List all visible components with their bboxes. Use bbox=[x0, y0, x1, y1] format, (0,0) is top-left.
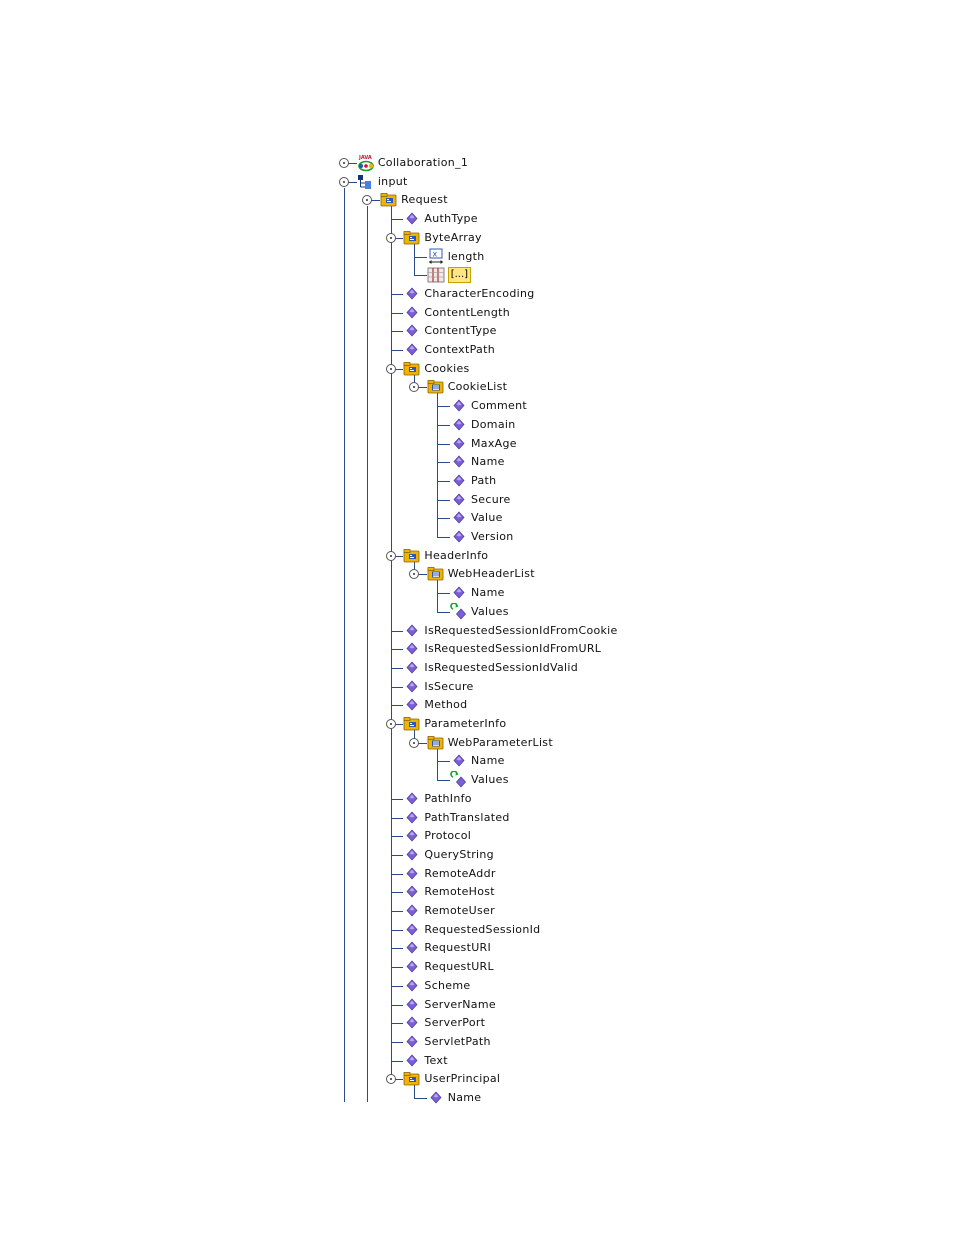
diamond-field-icon bbox=[450, 528, 468, 546]
tree-node-remoteaddr[interactable] bbox=[403, 865, 495, 883]
diamond-field-icon bbox=[403, 809, 421, 827]
tree-node-label: WebParameterList bbox=[447, 735, 553, 749]
array-icon bbox=[427, 266, 445, 284]
tree-connector-horizontal bbox=[391, 930, 404, 931]
tree-node-label: ServerPort bbox=[424, 1016, 486, 1030]
tree-node-characterencoding[interactable] bbox=[403, 285, 534, 303]
diamond-repeat-icon bbox=[450, 771, 468, 789]
tree-connector-horizontal bbox=[414, 275, 427, 276]
diamond-field-icon bbox=[403, 921, 421, 939]
tree-node-bytearray-length[interactable] bbox=[427, 248, 485, 266]
diamond-field-icon bbox=[403, 622, 421, 640]
tree-node-label: ContentType bbox=[424, 324, 497, 338]
expand-toggle-icon[interactable] bbox=[386, 233, 396, 243]
tree-node-label: Collaboration_1 bbox=[377, 156, 469, 169]
tree-connector-horizontal bbox=[391, 967, 404, 968]
tree-node-requesturl[interactable] bbox=[403, 958, 494, 976]
diamond-field-icon bbox=[403, 659, 421, 677]
expand-toggle-icon[interactable] bbox=[362, 195, 372, 205]
diamond-field-icon bbox=[403, 958, 421, 976]
tree-connector-horizontal bbox=[437, 780, 450, 781]
diamond-field-icon bbox=[403, 696, 421, 714]
diamond-field-icon bbox=[403, 640, 421, 658]
tree-node-requestedsessionid[interactable] bbox=[403, 921, 540, 939]
diamond-field-icon bbox=[450, 472, 468, 490]
expand-toggle-icon[interactable] bbox=[409, 382, 419, 392]
tree-connector-horizontal bbox=[391, 855, 404, 856]
tree-node-label: UserPrincipal bbox=[424, 1072, 501, 1086]
tree-connector-horizontal bbox=[391, 1005, 404, 1006]
diamond-field-icon bbox=[403, 285, 421, 303]
tree-node-label: Name bbox=[471, 754, 505, 768]
tree-node-servletpath[interactable] bbox=[403, 1033, 490, 1051]
tree-node-bytearray-array[interactable] bbox=[427, 266, 471, 284]
diamond-field-icon bbox=[403, 846, 421, 864]
tree-node-serverport[interactable] bbox=[403, 1014, 485, 1032]
tree-node-label: MaxAge bbox=[471, 436, 517, 450]
diamond-field-icon bbox=[403, 827, 421, 845]
diamond-field-icon bbox=[450, 435, 468, 453]
tree-connector-horizontal bbox=[391, 874, 404, 875]
tree-node-label: IsRequestedSessionIdFromURL bbox=[424, 642, 602, 656]
tree-node-label: ParameterInfo bbox=[424, 717, 507, 730]
diamond-field-icon bbox=[450, 752, 468, 770]
java-collaboration-icon bbox=[357, 154, 375, 172]
tree-connector-horizontal bbox=[391, 948, 404, 949]
diamond-field-icon bbox=[450, 453, 468, 471]
folder-node-icon bbox=[403, 547, 421, 565]
tree-node-label: Value bbox=[471, 511, 503, 525]
tree-node-isrequestedsessionidvalid[interactable] bbox=[403, 659, 578, 677]
tree-node-label: RequestURL bbox=[424, 960, 494, 974]
tree-node-remotehost[interactable] bbox=[403, 883, 495, 901]
folder-list-icon bbox=[427, 378, 445, 396]
expand-toggle-icon[interactable] bbox=[386, 551, 396, 561]
tree-node-label: PathTranslated bbox=[424, 810, 510, 824]
tree-node-label: Version bbox=[471, 530, 514, 543]
tree-node-label: QueryString bbox=[424, 847, 494, 861]
diamond-field-icon bbox=[450, 509, 468, 527]
tree-connector-horizontal bbox=[391, 331, 404, 332]
folder-node-icon bbox=[403, 715, 421, 733]
tree-node-requesturi[interactable] bbox=[403, 939, 491, 957]
tree-node-label: IsRequestedSessionIdValid bbox=[424, 660, 579, 674]
tree-connector-horizontal bbox=[391, 649, 404, 650]
tree-connector-vertical bbox=[437, 749, 438, 780]
tree-node-bytearray[interactable] bbox=[403, 229, 481, 247]
tree-node-userprincipal[interactable] bbox=[403, 1070, 500, 1088]
tree-node-contextpath[interactable] bbox=[403, 341, 495, 359]
tree-connector-vertical bbox=[367, 206, 368, 1102]
tree-node-scheme[interactable] bbox=[403, 977, 470, 995]
tree-node-label: Path bbox=[471, 473, 497, 487]
tree-node-cookie-secure[interactable] bbox=[450, 491, 511, 509]
folder-node-icon bbox=[403, 1070, 421, 1088]
tree-connector-horizontal bbox=[391, 1023, 404, 1024]
folder-node-icon bbox=[403, 229, 421, 247]
tree-node-headerinfo[interactable] bbox=[403, 547, 488, 565]
tree-node-label: ServletPath bbox=[424, 1034, 491, 1048]
tree-node-header-name[interactable] bbox=[450, 584, 505, 602]
tree-connector-vertical bbox=[437, 580, 438, 611]
tree-node-label: RequestedSessionId bbox=[424, 922, 541, 936]
folder-node-icon bbox=[403, 360, 421, 378]
diamond-field-icon bbox=[403, 883, 421, 901]
diamond-field-icon bbox=[450, 416, 468, 434]
tree-node-method[interactable] bbox=[403, 696, 467, 714]
tree-node-label: Secure bbox=[471, 492, 511, 506]
expand-toggle-icon[interactable] bbox=[339, 177, 349, 187]
tree-connector-vertical bbox=[437, 393, 438, 537]
tree-connector-horizontal bbox=[437, 518, 450, 519]
tree-node-label: RequestURI bbox=[424, 941, 492, 955]
tree-connector-horizontal bbox=[391, 1042, 404, 1043]
tree-node-label: Method bbox=[424, 698, 468, 712]
diamond-field-icon bbox=[450, 584, 468, 602]
tree-connector-horizontal bbox=[437, 425, 450, 426]
tree-connector-horizontal bbox=[437, 406, 450, 407]
tree-node-input[interactable] bbox=[357, 173, 408, 191]
tree-node-cookie-comment[interactable] bbox=[450, 397, 527, 415]
diamond-field-icon bbox=[403, 1014, 421, 1032]
tree-connector-horizontal bbox=[437, 612, 450, 613]
tree-connector-horizontal bbox=[414, 257, 427, 258]
diamond-field-icon bbox=[403, 902, 421, 920]
tree-node-text[interactable] bbox=[403, 1052, 447, 1070]
tree-node-isrequestedsessionidfromurl[interactable] bbox=[403, 640, 601, 658]
tree-node-cookie-name[interactable] bbox=[450, 453, 505, 471]
expand-toggle-icon[interactable] bbox=[339, 158, 349, 168]
svg-text:x: x bbox=[432, 249, 437, 258]
tree-node-parameterinfo[interactable] bbox=[403, 715, 506, 733]
tree-panel bbox=[338, 152, 628, 1106]
tree-node-label: ContextPath bbox=[424, 343, 495, 356]
expand-toggle-icon[interactable] bbox=[409, 569, 419, 579]
expand-toggle-icon[interactable] bbox=[386, 1074, 396, 1084]
tree-node-label: Name bbox=[447, 1091, 482, 1104]
tree-connector-horizontal bbox=[391, 294, 404, 295]
diamond-field-icon bbox=[403, 678, 421, 696]
diamond-field-icon bbox=[403, 865, 421, 883]
tree-node-label: Domain bbox=[471, 417, 516, 431]
tree-connector-horizontal bbox=[391, 818, 404, 819]
tree-node-label: Name bbox=[471, 586, 505, 600]
diamond-field-icon bbox=[403, 939, 421, 957]
tree-node-contentlength[interactable] bbox=[403, 304, 510, 322]
tree-connector-horizontal bbox=[437, 462, 450, 463]
tree-connector-horizontal bbox=[391, 350, 404, 351]
expand-toggle-icon[interactable] bbox=[386, 364, 396, 374]
tree-node-root[interactable] bbox=[357, 154, 468, 172]
tree-connector-horizontal bbox=[437, 444, 450, 445]
tree-node-label: [...] bbox=[448, 267, 471, 283]
tree-node-isrequestedsessionidfromcookie[interactable] bbox=[403, 622, 617, 640]
tree-connector-horizontal bbox=[414, 1098, 427, 1099]
tree-node-pathinfo[interactable] bbox=[403, 790, 471, 808]
diamond-field-icon bbox=[450, 397, 468, 415]
tree-node-protocol[interactable] bbox=[403, 827, 471, 845]
tree-node-label: Values bbox=[471, 604, 509, 618]
tree-connector-horizontal bbox=[391, 892, 404, 893]
diamond-field-icon bbox=[427, 1089, 445, 1107]
tree-connector-horizontal bbox=[437, 481, 450, 482]
tree-connector-horizontal bbox=[391, 219, 404, 220]
tree-connector-horizontal bbox=[391, 836, 404, 837]
tree-connector-horizontal bbox=[391, 799, 404, 800]
tree-node-label: HeaderInfo bbox=[424, 548, 489, 562]
tree-node-webheaderlist[interactable] bbox=[427, 565, 535, 583]
folder-list-icon bbox=[427, 734, 445, 752]
tree-node-label: Comment bbox=[471, 399, 527, 413]
tree-node-label: ContentLength bbox=[424, 305, 510, 319]
tree-connector-horizontal bbox=[437, 500, 450, 501]
tree-node-cookielist[interactable] bbox=[427, 378, 508, 396]
tree-node-label: Values bbox=[471, 773, 509, 787]
tree-node-cookie-maxage[interactable] bbox=[450, 435, 517, 453]
tree-connector-horizontal bbox=[437, 761, 450, 762]
tree-node-label: Cookies bbox=[424, 361, 470, 375]
tree-node-label: Scheme bbox=[424, 978, 471, 992]
tree-node-userprincipal-name[interactable] bbox=[427, 1089, 482, 1107]
tree-connector-horizontal bbox=[391, 705, 404, 706]
tree-connector-vertical bbox=[344, 188, 345, 1102]
tree-node-contenttype[interactable] bbox=[403, 322, 496, 340]
tree-node-remoteuser[interactable] bbox=[403, 902, 495, 920]
tree-connector-horizontal bbox=[391, 313, 404, 314]
diamond-field-icon bbox=[403, 1033, 421, 1051]
tree-node-authtype[interactable] bbox=[403, 210, 477, 228]
tree-node-label: RemoteUser bbox=[424, 904, 495, 917]
diamond-repeat-icon bbox=[450, 603, 468, 621]
tree-node-label: AuthType bbox=[424, 212, 478, 226]
diamond-field-icon bbox=[403, 210, 421, 228]
tree-node-label: RemoteHost bbox=[424, 885, 495, 899]
tree-node-servername[interactable] bbox=[403, 996, 496, 1014]
tree-node-param-values[interactable] bbox=[450, 771, 509, 789]
tree-node-cookie-version[interactable] bbox=[450, 528, 514, 546]
tree-node-label: Request bbox=[401, 193, 448, 207]
tree-node-label: RemoteAddr bbox=[424, 866, 496, 880]
tree-node-cookie-path[interactable] bbox=[450, 472, 496, 490]
tree-node-label: ServerName bbox=[424, 997, 496, 1011]
tree-node-label: PathInfo bbox=[424, 791, 472, 805]
tree-connector-horizontal bbox=[391, 986, 404, 987]
expand-toggle-icon[interactable] bbox=[409, 738, 419, 748]
tree-connector-horizontal bbox=[391, 687, 404, 688]
tree-connector-horizontal bbox=[391, 911, 404, 912]
tree-node-cookies[interactable] bbox=[403, 360, 469, 378]
tree-node-label: Protocol bbox=[424, 829, 472, 843]
tree-node-label: IsRequestedSessionIdFromCookie bbox=[424, 623, 618, 637]
variable-length-icon bbox=[427, 248, 445, 266]
tree-node-label: Name bbox=[471, 455, 505, 469]
diamond-field-icon bbox=[403, 1052, 421, 1070]
tree-connector-horizontal bbox=[391, 668, 404, 669]
diamond-field-icon bbox=[403, 977, 421, 995]
tree-connector-horizontal bbox=[391, 631, 404, 632]
tree-node-label: input bbox=[377, 174, 408, 188]
tree-node-label: Text bbox=[424, 1053, 448, 1067]
tree-node-cookie-value[interactable] bbox=[450, 509, 503, 527]
diamond-field-icon bbox=[403, 341, 421, 359]
tree-node-label: IsSecure bbox=[424, 679, 474, 693]
svg-text:JAVA: JAVA bbox=[358, 155, 372, 161]
diamond-field-icon bbox=[450, 491, 468, 509]
diamond-field-icon bbox=[403, 790, 421, 808]
tree-node-pathtranslated[interactable] bbox=[403, 809, 509, 827]
tree-node-param-name[interactable] bbox=[450, 752, 505, 770]
tree-node-label: length bbox=[447, 249, 485, 263]
tree-connector-horizontal bbox=[437, 593, 450, 594]
folder-list-icon bbox=[427, 565, 445, 583]
diamond-field-icon bbox=[403, 322, 421, 340]
expand-toggle-icon[interactable] bbox=[386, 719, 396, 729]
tree-node-label: WebHeaderList bbox=[447, 567, 535, 581]
tree-node-issecure[interactable] bbox=[403, 678, 473, 696]
tree-node-request[interactable] bbox=[380, 191, 448, 209]
tree-connector-horizontal bbox=[437, 537, 450, 538]
tree-node-querystring[interactable] bbox=[403, 846, 494, 864]
tree-node-cookie-domain[interactable] bbox=[450, 416, 515, 434]
tree-connector-horizontal bbox=[391, 1061, 404, 1062]
tree-node-label: ByteArray bbox=[424, 230, 482, 244]
diamond-field-icon bbox=[403, 304, 421, 322]
tree-node-webparameterlist[interactable] bbox=[427, 734, 553, 752]
tree-node-header-values[interactable] bbox=[450, 603, 509, 621]
input-structure-icon bbox=[357, 173, 375, 191]
tree-node-label: CookieList bbox=[447, 380, 508, 394]
tree-node-label: CharacterEncoding bbox=[424, 286, 535, 300]
tree-connector-vertical bbox=[414, 244, 415, 275]
folder-node-icon bbox=[380, 191, 398, 209]
diamond-field-icon bbox=[403, 996, 421, 1014]
